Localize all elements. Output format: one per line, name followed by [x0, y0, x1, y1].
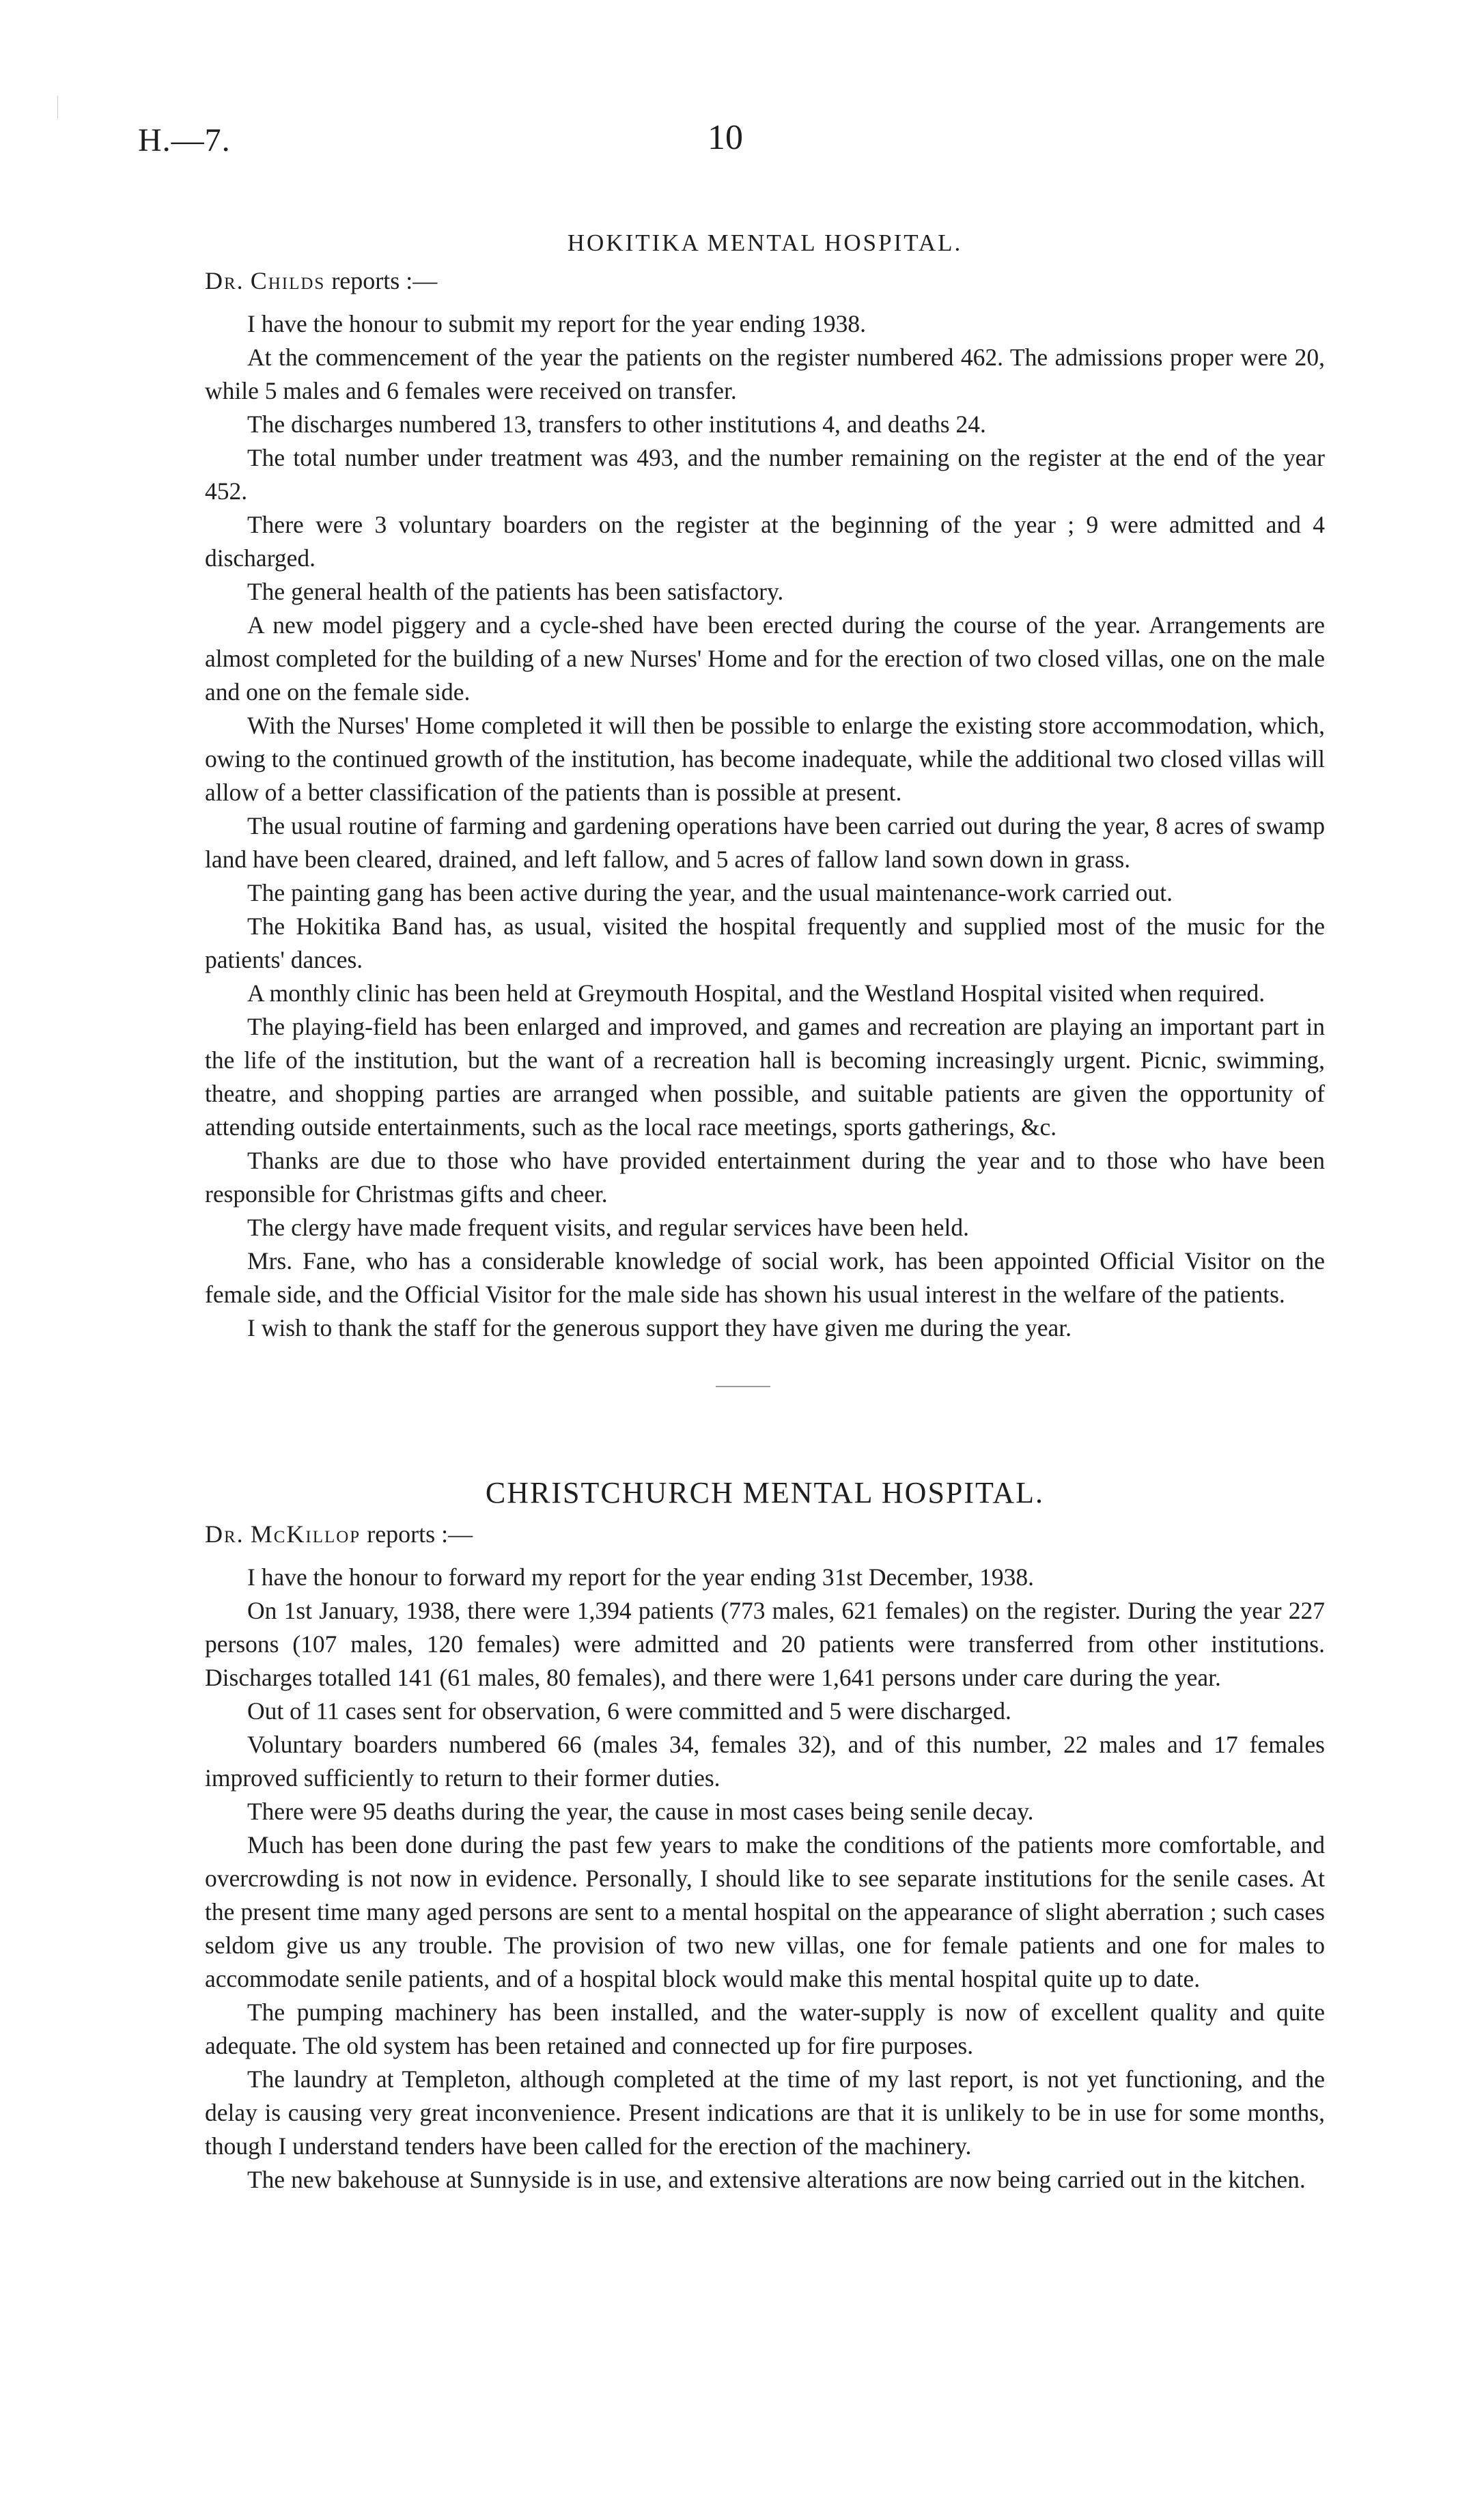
paragraph: Voluntary boarders numbered 66 (males 34, females 32), and of this number, 22 males and 17 females improved sufficiently to return to their former duties.	[205, 1731, 1325, 1792]
paragraph: The playing-field has been enlarged and improved, and games and recreation are playing an important part in the life of the institution, but the want of a recreation hall is becoming increasingly urgent. Picnic, swimming, theatre, and shopping parties are arranged when possible, and suitable patients are given the opportunity of attending outside entertainments, such as the local race meetings, sports gatherings, &c.	[205, 1013, 1325, 1141]
reporter-suffix: reports :—	[331, 267, 438, 294]
reporter-suffix: reports :—	[367, 1520, 473, 1548]
page-number: 10	[708, 118, 743, 157]
paragraph: I wish to thank the staff for the generous support they have given me during the year.	[247, 1314, 1072, 1341]
paragraph: A monthly clinic has been held at Greymouth Hospital, and the Westland Hospital visited when required.	[247, 979, 1265, 1007]
section-title: CHRISTCHURCH MENTAL HOSPITAL.	[485, 1476, 1045, 1509]
paragraph: The laundry at Templeton, although completed at the time of my last report, is not yet functioning, and the delay is causing very great inconvenience. Present indications are that it is unlikely to be in use for some months, though I understand tenders have been called for the erection of the machinery.	[205, 2065, 1325, 2160]
reporter-name: McKillop	[250, 1520, 361, 1548]
section-hokitika	[205, 229, 1325, 1345]
paragraph: The clergy have made frequent visits, and regular services have been held.	[247, 1214, 970, 1241]
section-christchurch	[205, 1475, 1325, 2197]
reporter-line	[205, 1520, 1325, 1548]
paragraph: Out of 11 cases sent for observation, 6 were committed and 5 were discharged.	[247, 1697, 1011, 1725]
paragraph: The pumping machinery has been installed, and the water-supply is now of excellent quality and quite adequate. The old system has been retained and connected up for fire purposes.	[205, 1998, 1325, 2059]
reporter-prefix: Dr.	[205, 267, 244, 294]
section-title: HOKITIKA MENTAL HOSPITAL.	[567, 229, 963, 256]
paragraph: The discharges numbered 13, transfers to other institutions 4, and deaths 24.	[247, 410, 986, 438]
paragraph: On 1st January, 1938, there were 1,394 patients (773 males, 621 females) on the register. During the year 227 persons (107 males, 120 females) were admitted and 20 patients were transferred from other institutions. Discharges totalled 141 (61 males, 80 females), and there were 1,641 persons under care during the year.	[205, 1597, 1325, 1691]
paragraph: The total number under treatment was 493, and the number remaining on the register at the end of the year 452.	[205, 444, 1325, 505]
reporter-line	[205, 266, 1325, 295]
paragraph: With the Nurses' Home completed it will then be possible to enlarge the existing store accommodation, which, owing to the continued growth of the institution, has become inadequate, while the additional two closed villas will allow of a better classification of the patients than is possible at present.	[205, 712, 1325, 806]
paragraph: There were 95 deaths during the year, the cause in most cases being senile decay.	[247, 1798, 1034, 1825]
paragraph: A new model piggery and a cycle-shed have been erected during the course of the year. Arrangements are almost completed for the building of a new Nurses' Home and for the erection of two closed villas, one on the male and one on the female side.	[205, 611, 1325, 706]
document-reference: H.—7.	[138, 122, 231, 158]
paragraph: Thanks are due to those who have provided entertainment during the year and to those who have been responsible for Christmas gifts and cheer.	[205, 1147, 1325, 1208]
paragraph: At the commencement of the year the patients on the register numbered 462. The admissions proper were 20, while 5 males and 6 females were received on transfer.	[205, 344, 1325, 404]
paragraph: The usual routine of farming and gardening operations have been carried out during the year, 8 acres of swamp land have been cleared, drained, and left fallow, and 5 acres of fallow land sown down in grass.	[205, 812, 1325, 873]
paragraph: Mrs. Fane, who has a considerable knowledge of social work, has been appointed Official Visitor on the female side, and the Official Visitor for the male side has shown his usual interest in the welfare of the patients.	[205, 1247, 1325, 1308]
margin-mark	[57, 96, 58, 119]
paragraph: I have the honour to forward my report for the year ending 31st December, 1938.	[247, 1563, 1034, 1591]
paragraph: The Hokitika Band has, as usual, visited the hospital frequently and supplied most of the music for the patients' dances.	[205, 913, 1325, 973]
paragraph: The painting gang has been active during the year, and the usual maintenance-work carried out.	[247, 879, 1173, 906]
reporter-prefix: Dr.	[205, 1520, 244, 1548]
paragraph: There were 3 voluntary boarders on the register at the beginning of the year ; 9 were admitted and 4 discharged.	[205, 511, 1325, 572]
paragraph: I have the honour to submit my report for the year ending 1938.	[247, 310, 867, 337]
paragraph: The general health of the patients has been satisfactory.	[247, 578, 784, 605]
section-divider	[716, 1386, 770, 1387]
reporter-name: Childs	[250, 267, 326, 294]
paragraph: The new bakehouse at Sunnyside is in use, and extensive alterations are now being carried out in the kitchen.	[247, 2166, 1306, 2193]
paragraph: Much has been done during the past few years to make the conditions of the patients more comfortable, and overcrowding is not now in evidence. Personally, I should like to see separate institutions for the senile cases. At the present time many aged persons are sent to a mental hospital on the appearance of slight aberration ; such cases seldom give us any trouble. The provision of two new villas, one for female patients and one for males to accommodate senile patients, and of a hospital block would make this mental hospital quite up to date.	[205, 1831, 1325, 1992]
